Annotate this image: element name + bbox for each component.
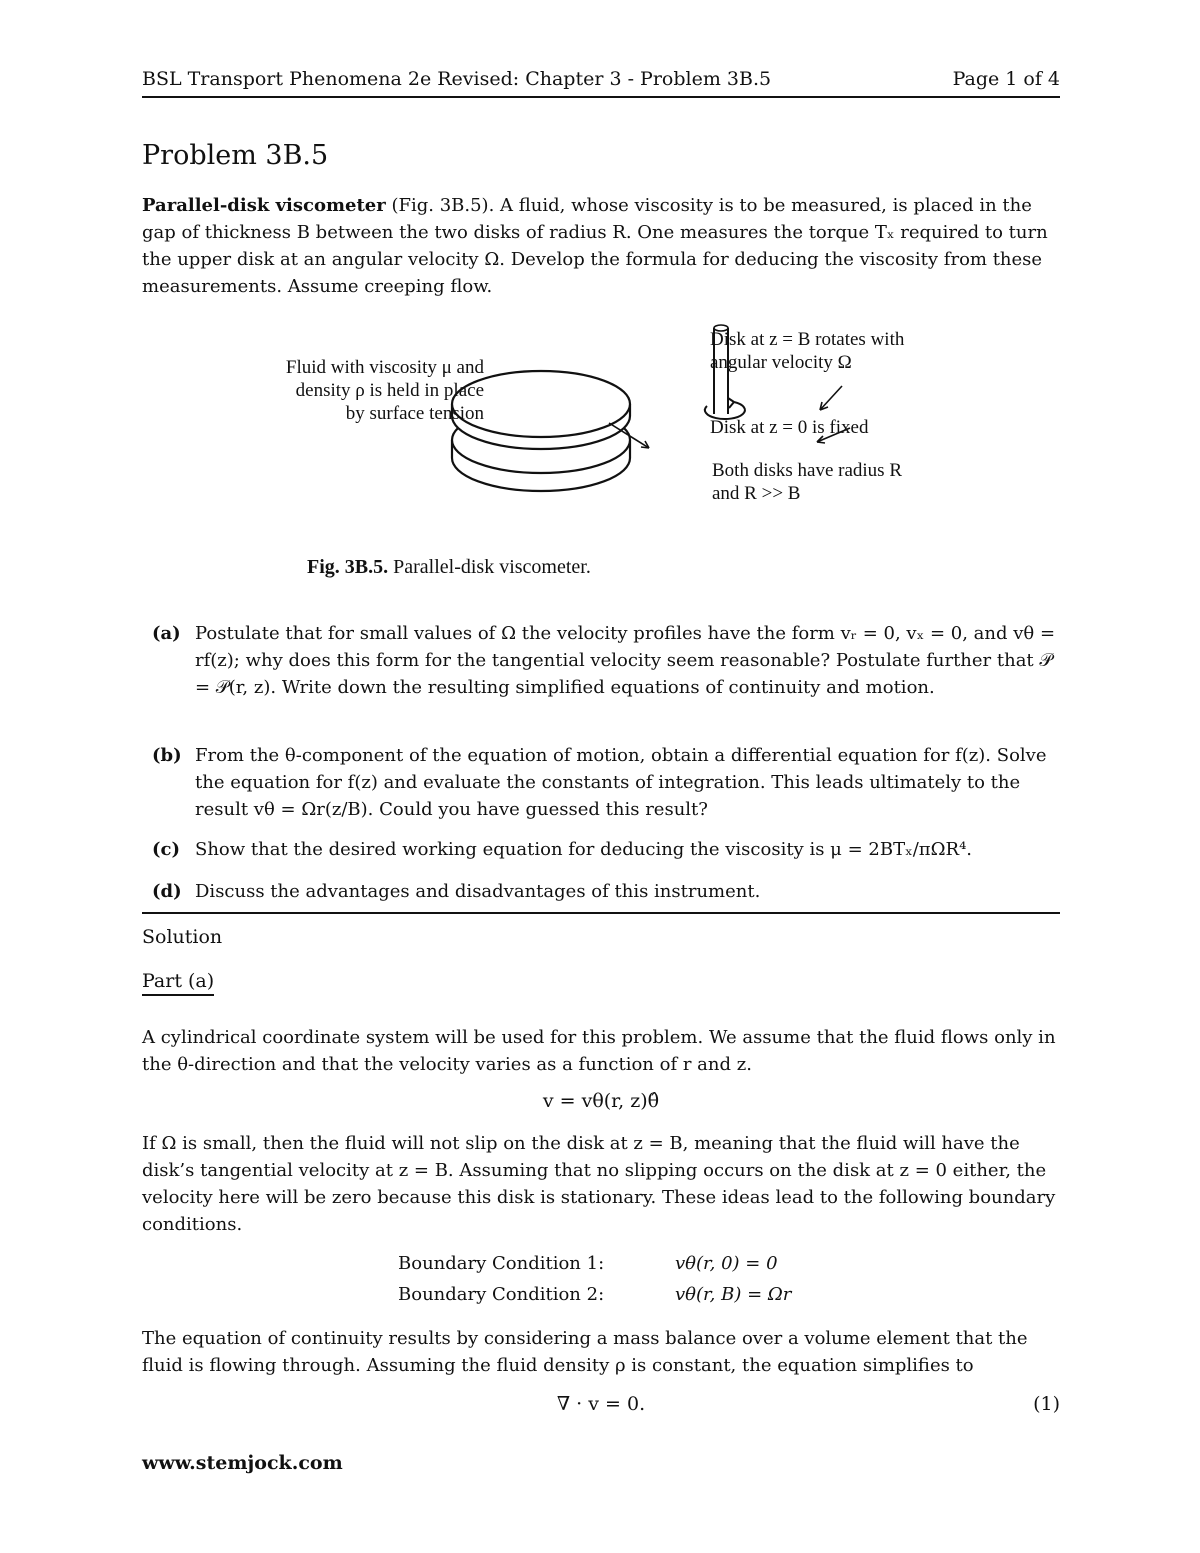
question-d — [152, 878, 1060, 905]
header-title: BSL Transport Phenomena 2e Revised: Chapter 3 - Problem 3B.5 — [142, 68, 772, 90]
rotating-disk-label: Disk at z = B rotates with angular velocity Ω — [710, 329, 905, 373]
paragraph-continuity: The equation of continuity results by considering a mass balance over a volume element that the fluid is flowing through. Assuming the fluid density ρ is constant, the equation simplifies to — [142, 1328, 1028, 1376]
figure-caption — [307, 556, 591, 579]
footer-link[interactable]: www.stemjock.com — [142, 1452, 343, 1474]
problem-text: (Fig. 3B.5). A fluid, whose viscosity is to be measured, is placed in the gap of thickness B between the two disks of radius R. One measures the torque Tₓ required to turn the upper disk at an angular velocity Ω. Develop the formula for deducing the viscosity from these measurements. Assume creeping flow. — [142, 195, 1048, 297]
question-label: (c) — [152, 839, 180, 860]
question-label: (d) — [152, 881, 182, 902]
question-text: Discuss the advantages and disadvantages of this instrument. — [195, 881, 761, 902]
viscometer-figure — [282, 318, 905, 588]
problem-title: Problem 3B.5 — [142, 140, 329, 171]
bc2-expression: vθ(r, B) = Ωr — [675, 1284, 792, 1305]
section-divider — [142, 912, 1060, 914]
paragraph-coordinates: A cylindrical coordinate system will be used for this problem. We assume that the fluid flows only in the θ-direction and that the velocity varies as a function of r and z. — [142, 1027, 1056, 1075]
fixed-disk-label: Disk at z = 0 is fixed — [710, 417, 869, 438]
bc2-label: Boundary Condition 2: — [398, 1284, 605, 1305]
question-label: (b) — [152, 745, 182, 766]
question-label: (a) — [152, 623, 181, 644]
radius-label: Both disks have radius R and R >> B — [712, 460, 902, 504]
problem-name: Parallel-disk viscometer — [142, 195, 386, 216]
question-text: Show that the desired working equation for deducing the viscosity is μ = 2BTₓ/πΩR⁴. — [195, 839, 973, 860]
figure-caption-number: Fig. 3B.5. — [307, 556, 389, 578]
figure-caption-text: Parallel-disk viscometer. — [388, 556, 591, 578]
fluid-label: Fluid with viscosity μ and density ρ is held in place by surface tension — [285, 357, 484, 424]
question-c — [152, 836, 1060, 863]
page-header — [142, 68, 1060, 98]
velocity-equation: v = vθ(r, z)θ̂ — [542, 1090, 660, 1112]
paragraph-boundary: If Ω is small, then the fluid will not slip on the disk at z = B, meaning that the fluid will have the disk’s tangential velocity at z = B. Assuming that no slipping occurs on the disk at z = 0 either, the velocity here will be zero because this disk is stationary. These ideas lead to the following boundary conditions. — [142, 1133, 1056, 1235]
solution-heading: Solution — [142, 926, 223, 948]
bc1-expression: vθ(r, 0) = 0 — [675, 1253, 778, 1274]
question-a — [152, 620, 1060, 701]
question-text: From the θ-component of the equation of motion, obtain a differential equation for f(z). Solve the equation for f(z) and evaluate the constants of integration. This leads ultimately to the result vθ = Ωr(z/B). Could you have guessed this result? — [195, 745, 1047, 820]
part-a-heading: Part (a) — [142, 970, 214, 996]
problem-statement — [142, 192, 1060, 300]
question-b — [152, 742, 1060, 823]
continuity-equation: ∇ · v = 0. — [556, 1393, 646, 1415]
bc1-label: Boundary Condition 1: — [398, 1253, 605, 1274]
page-number: Page 1 of 4 — [952, 68, 1060, 90]
question-text: Postulate that for small values of Ω the velocity profiles have the form vᵣ = 0, vₓ = 0, and vθ = rf(z); why does this form for the tangential velocity seem reasonable? Postulate further that 𝒫 = 𝒫(r, z). Write down the resulting simplified equations of continuity and motion. — [195, 623, 1056, 698]
equation-number: (1) — [1033, 1393, 1060, 1415]
